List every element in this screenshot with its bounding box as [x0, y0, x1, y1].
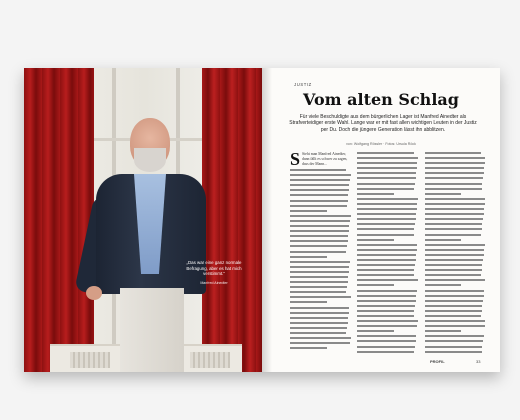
page-gutter-shadow — [262, 68, 272, 372]
body-text-line — [357, 198, 418, 200]
body-text-line — [357, 264, 415, 266]
body-text-line — [425, 167, 484, 169]
body-text-line — [357, 162, 417, 164]
man-trousers — [120, 288, 184, 372]
body-text-line — [357, 290, 416, 292]
photo-page — [24, 68, 262, 372]
body-text-line — [290, 327, 347, 329]
body-text-line — [357, 320, 418, 322]
body-text-line — [357, 183, 415, 185]
body-text-line — [357, 310, 414, 312]
body-text-line — [425, 177, 483, 179]
body-text-line — [357, 274, 413, 276]
body-text-line — [425, 162, 485, 164]
body-text-line — [357, 305, 415, 307]
body-text-line — [425, 346, 483, 348]
body-text-line — [290, 230, 349, 232]
page-number: 33 — [476, 359, 481, 364]
body-text-line — [290, 169, 346, 171]
text-column — [357, 152, 418, 358]
body-text-line — [357, 188, 414, 190]
body-text-line — [425, 152, 481, 154]
body-text-line — [425, 351, 482, 353]
body-text-line — [290, 312, 349, 314]
body-text-line — [357, 351, 414, 353]
body-text-line — [425, 183, 483, 185]
body-text-line — [425, 310, 482, 312]
text-column — [290, 149, 351, 358]
body-text-line — [357, 279, 418, 281]
body-text-line — [357, 254, 416, 256]
body-text-line — [425, 244, 485, 246]
body-text-line — [290, 296, 351, 298]
body-text-line — [357, 193, 394, 195]
body-text-line — [425, 325, 485, 327]
body-text-line — [290, 276, 348, 278]
article-first-words: Sieht man Manfred Ainedter, dann fällt es schwer zu sagen, dass der Mann... — [302, 152, 348, 166]
body-text-line — [357, 218, 415, 220]
body-text-line — [290, 261, 350, 263]
body-text-line — [425, 157, 486, 159]
body-text-line — [357, 259, 415, 261]
body-text-line — [357, 177, 415, 179]
body-text-line — [290, 210, 327, 212]
magazine-spread — [24, 68, 500, 372]
body-text-line — [290, 240, 348, 242]
body-text-line — [290, 256, 327, 258]
body-text-line — [290, 291, 346, 293]
body-text-line — [290, 271, 349, 273]
body-text-line — [425, 290, 484, 292]
body-text-line — [357, 244, 417, 246]
body-text-line — [425, 193, 462, 195]
body-text-line — [290, 286, 347, 288]
body-text-line — [425, 330, 462, 332]
body-text-line — [357, 213, 416, 215]
pull-quote-text: „Das war eine ganz normale Befragung, aber es hat mich verstimmt.“ — [186, 260, 242, 277]
body-text-line — [425, 223, 483, 225]
body-text-line — [425, 305, 483, 307]
body-text-line — [290, 215, 351, 217]
body-text-line — [290, 347, 327, 349]
body-text-line — [425, 172, 484, 174]
body-text-line — [425, 320, 486, 322]
body-text-line — [290, 266, 349, 268]
drop-cap: S — [290, 149, 301, 169]
body-text-line — [290, 220, 350, 222]
body-text-line — [425, 284, 462, 286]
body-text-line — [425, 198, 486, 200]
body-text-line — [357, 300, 415, 302]
body-text-line — [357, 157, 418, 159]
body-text-line — [290, 332, 346, 334]
body-text-line — [425, 213, 484, 215]
body-text-line — [425, 254, 484, 256]
body-text-line — [357, 167, 416, 169]
body-text-line — [290, 307, 349, 309]
body-text-line — [425, 335, 484, 337]
body-text-line — [357, 325, 417, 327]
body-text-line — [357, 346, 415, 348]
body-text-line — [290, 200, 348, 202]
body-text-line — [425, 274, 481, 276]
body-text-line — [425, 269, 482, 271]
magazine-name: PROFIL — [430, 359, 445, 364]
body-text-line — [425, 249, 484, 251]
body-text-line — [290, 281, 348, 283]
body-text-line — [290, 194, 348, 196]
body-text-line — [357, 152, 413, 154]
body-text-line — [425, 234, 481, 236]
body-text-line — [357, 228, 414, 230]
body-text-line — [425, 188, 482, 190]
body-text-line — [425, 203, 485, 205]
body-text-line — [290, 245, 347, 247]
body-text-line — [357, 249, 416, 251]
article-teaser: Für viele Beschuldigte aus dem bürgerlichen Lager ist Manfred Ainedter als Strafverteidiger erste Wahl. Lange war er mit fast allen wichtigen Leuten in der Justiz per Du. Doch die jüngere Generation lässt ihn abblitzen. — [289, 114, 477, 133]
body-text-line — [425, 228, 482, 230]
body-text-line — [357, 203, 417, 205]
pull-quote — [184, 260, 244, 286]
pull-quote-source: Manfred Ainedter — [200, 280, 228, 285]
body-text-line — [357, 239, 394, 241]
body-text-line — [290, 337, 351, 339]
body-text-line — [425, 295, 484, 297]
body-text-line — [290, 205, 347, 207]
body-text-line — [290, 179, 350, 181]
body-text-line — [290, 235, 348, 237]
body-text-line — [290, 322, 348, 324]
body-text-line — [425, 208, 484, 210]
body-text-line — [290, 317, 348, 319]
body-text-line — [357, 208, 416, 210]
body-text-line — [357, 269, 414, 271]
body-text-line — [357, 223, 415, 225]
body-text-line — [290, 251, 346, 253]
body-text-line — [290, 225, 349, 227]
body-text-line — [425, 264, 483, 266]
body-text-line — [357, 172, 416, 174]
body-text-line — [290, 184, 349, 186]
article-page — [262, 68, 500, 372]
article-byline: von: Wolfgang Rössler · Fotos: Ursula Röck — [346, 142, 416, 146]
man-beard — [134, 148, 166, 172]
body-text-line — [357, 315, 413, 317]
body-text-line — [357, 295, 416, 297]
body-text-line — [357, 340, 415, 342]
man-hand — [86, 286, 102, 300]
body-text-line — [425, 239, 462, 241]
section-label: JUSTIZ — [294, 82, 312, 87]
body-text-line — [425, 300, 483, 302]
body-text-line — [357, 234, 413, 236]
body-text-line — [425, 340, 483, 342]
portrait-man — [84, 118, 224, 372]
body-text-line — [425, 218, 483, 220]
body-text-line — [290, 342, 350, 344]
body-text-line — [357, 284, 394, 286]
article-body — [290, 149, 486, 358]
body-text-line — [425, 279, 486, 281]
body-text-line — [290, 189, 349, 191]
body-text-line — [290, 301, 327, 303]
body-text-line — [357, 330, 394, 332]
body-text-line — [425, 315, 481, 317]
article-headline: Vom alten Schlag — [303, 90, 459, 109]
body-text-line — [425, 259, 483, 261]
body-text-line — [290, 174, 351, 176]
text-column — [425, 152, 486, 358]
body-text-line — [357, 335, 416, 337]
